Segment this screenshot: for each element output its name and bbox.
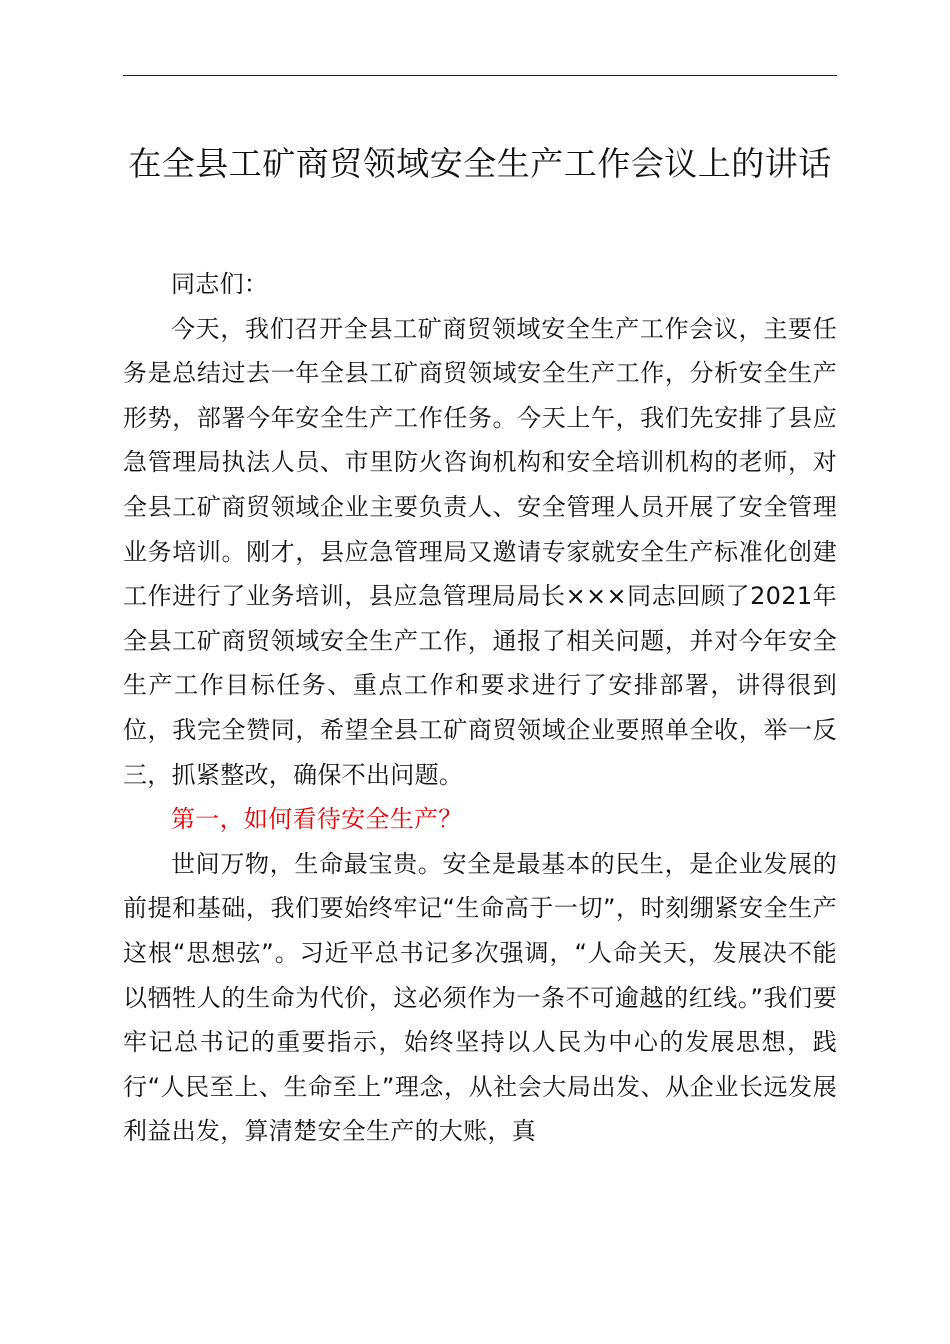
salutation: 同志们： <box>171 270 269 298</box>
header-rule <box>123 75 837 76</box>
section-heading: 第一，如何看待安全生产？ <box>171 805 463 834</box>
section-paragraph: 世间万物，生命最宝贵。安全是最基本的民生，是企业发展的前提和基础，我们要始终牢记“生命高于一切”，时刻绷紧安全生产这根“思想弦”。习近平总书记多次强调，“人命关天，发展决不能以牺牲人的生命为代价，这必须作为一条不可逾越的红线。”我们要牢记总书记的重要指示，始终坚持以人民为中心的发展思想，践行“人民至上、生命至上”理念，从社会大局出发、从企业长远发展利益出发，算清楚安全生产的大账，真 <box>123 849 837 1146</box>
document-body <box>123 262 837 1154</box>
document-title: 在全县工矿商贸领域安全生产工作会议上的讲话 <box>128 144 832 183</box>
intro-paragraph: 今天，我们召开全县工矿商贸领域安全生产工作会议，主要任务是总结过去一年全县工矿商贸领域安全生产工作，分析安全生产形势，部署今年安全生产工作任务。今天上午，我们先安排了县应急管理局执法人员、市里防火咨询机构和安全培训机构的老师，对全县工矿商贸领域企业主要负责人、安全管理人员开展了安全管理业务培训。刚才，县应急管理局又邀请专家就安全生产标准化创建工作进行了业务培训，县应急管理局局长×××同志回顾了2021年全县工矿商贸领域安全生产工作，通报了相关问题，并对今年安全生产工作目标任务、重点工作和要求进行了安排部署，讲得很到位，我完全赞同，希望全县工矿商贸领域企业要照单全收，举一反三，抓紧整改，确保不出问题。 <box>123 314 837 789</box>
